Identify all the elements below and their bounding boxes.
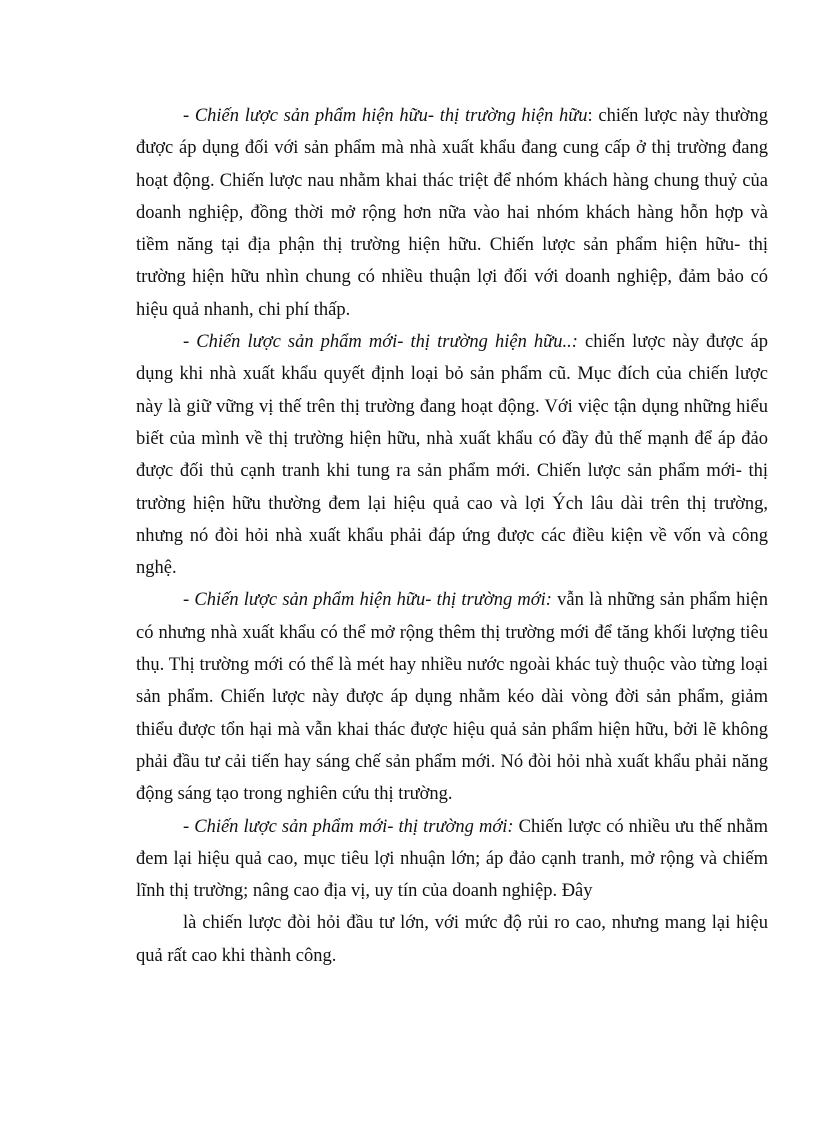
paragraph-3-body: vẫn là những sản phẩm hiện có nhưng nhà xuất khẩu có thể mở rộng thêm thị trường mới để tăng khối lượng tiêu thụ. Thị trường mới có thể là mét hay nhiều nước ngoài khác tuỳ thuộc vào từng loại sản phẩm. Chiến lược này được áp dụng nhằm kéo dài vòng đời sản phẩm, giảm thiểu được tổn hại mà vẫn khai thác được hiệu quả sản phẩm hiện hữu, bởi lẽ không phải đầu tư cải tiến hay sáng chế sản phẩm mới. Nó đòi hỏi nhà xuất khẩu phải năng động sáng tạo trong nghiên cứu thị trường. [136, 590, 768, 805]
paragraph-4-continuation [136, 907, 768, 972]
paragraph-1-heading: - Chiến lược sản phẩm hiện hữu- thị trường hiện hữu [183, 106, 588, 126]
paragraph-4-heading: - Chiến lược sản phẩm mới- thị trường mới: [183, 816, 514, 837]
paragraph-3 [136, 584, 768, 810]
paragraph-2 [136, 326, 768, 584]
paragraph-1 [136, 100, 768, 326]
document-page [136, 100, 768, 972]
paragraph-4 [136, 811, 768, 908]
paragraph-1-separator: : [587, 106, 593, 126]
paragraph-4-continuation-text: là chiến lược đòi hỏi đầu tư lớn, với mức độ rủi ro cao, nhưng mang lại hiệu quả rất cao khi thành công. [136, 913, 768, 966]
paragraph-2-body: chiến lược này được áp dụng khi nhà xuất khẩu quyết định loại bỏ sản phẩm cũ. Mục đích của chiến lược này là giữ vững vị thế trên thị trường đang hoạt động. Với việc tận dụng những hiểu biết của mình về thị trường hiện hữu, nhà xuất khẩu có đầy đủ thế mạnh để áp đảo được đối thủ cạnh tranh khi tung ra sản phẩm mới. Chiến lược sản phẩm mới- thị trường hiện hữu thường đem lại hiệu quả cao và lợi Ých lâu dài trên thị trường, nhưng nó đòi hỏi nhà xuất khẩu phải đáp ứng được các điều kiện về vốn và công nghệ. [136, 332, 768, 579]
paragraph-4-body: Chiến lược có nhiều ưu thế nhằm đem lại hiệu quả cao, mục tiêu lợi nhuận lớn; áp đảo cạnh tranh, mở rộng và chiếm lĩnh thị trường; nâng cao địa vị, uy tín của doanh nghiệp. Đây [136, 816, 768, 902]
paragraph-1-body: chiến lược này thường được áp dụng đối với sản phẩm mà nhà xuất khẩu đang cung cấp ở thị trường đang hoạt động. Chiến lược nau nhằm khai thác triệt để nhóm khách hàng chung thuỷ của doanh nghiệp, đồng thời mở rộng hơn nữa vào hai nhóm khách hàng hỗn hợp và tiềm năng tại địa phận thị trường hiện hữu. Chiến lược sản phẩm hiện hữu- thị trường hiện hữu nhìn chung có nhiều thuận lợi đối với doanh nghiệp, đảm bảo có hiệu quả nhanh, chi phí thấp. [136, 106, 768, 320]
paragraph-3-heading: - Chiến lược sản phẩm hiện hữu- thị trường mới: [183, 590, 552, 611]
paragraph-2-heading: - Chiến lược sản phẩm mới- thị trường hiện hữu..: [183, 332, 578, 353]
